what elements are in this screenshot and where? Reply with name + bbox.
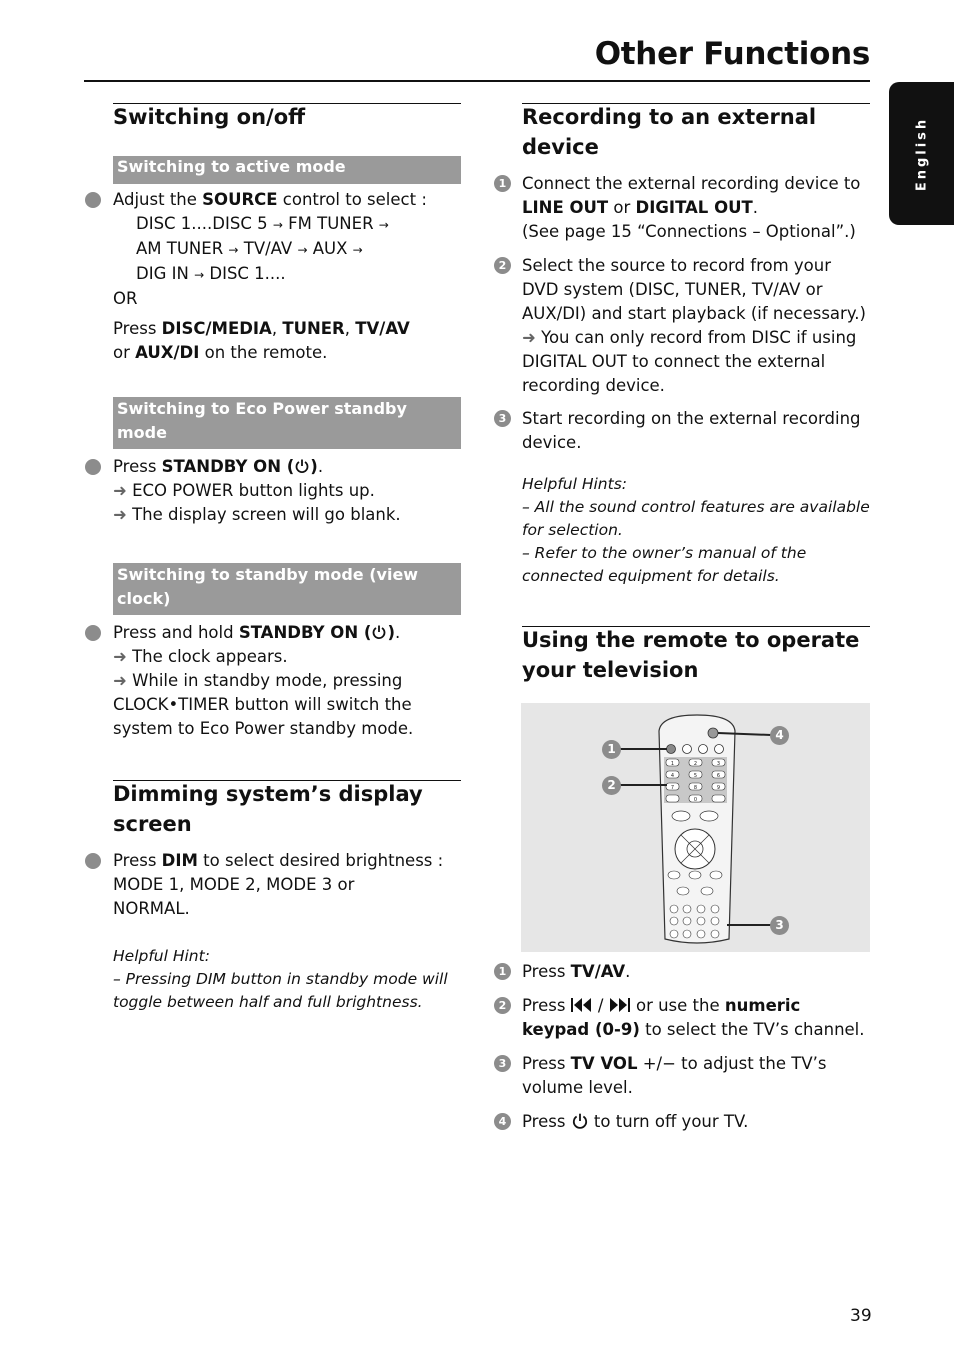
text: Press: [522, 996, 571, 1015]
remote-control-icon: [521, 703, 870, 952]
text: ,: [344, 319, 356, 338]
remote-key-label: 0: [693, 797, 698, 803]
text: DVD system (DISC, TUNER, TV/AV or: [522, 280, 823, 299]
bullet-icon: [85, 459, 101, 475]
text: Adjust the: [113, 190, 203, 209]
eco-mode-text: [113, 455, 463, 527]
text: /: [592, 996, 609, 1015]
step-number-1: 1: [494, 175, 511, 192]
heading-line: Using the remote to operate: [522, 628, 860, 652]
hint-title: Helpful Hints:: [522, 475, 628, 493]
recording-hints: [522, 473, 872, 588]
key-label: STANDBY ON (: [238, 623, 372, 642]
text: Press and hold: [113, 623, 239, 642]
remote-step-1: [522, 960, 872, 984]
result-arrow-icon: ➜: [522, 328, 536, 347]
result-arrow-icon: ➜: [113, 671, 127, 690]
plus-minus-symbol: +/−: [637, 1054, 676, 1073]
switching-heading: Switching on/off: [113, 105, 306, 129]
remote-key-label: 5: [693, 773, 698, 779]
previous-icon: [571, 996, 593, 1015]
dimming-heading: [113, 779, 423, 839]
recording-step-1: [522, 172, 872, 244]
active-mode-bar: Switching to active mode: [113, 156, 461, 184]
recording-step-2: [522, 254, 872, 398]
text: Press: [113, 457, 162, 476]
standby-mode-text: [113, 621, 463, 741]
text: MODE 1, MODE 2, MODE 3 or: [113, 875, 355, 894]
callout-2: 2: [602, 776, 621, 795]
seq-item: AM TUNER: [136, 239, 224, 258]
heading-line: screen: [113, 812, 192, 836]
power-icon: [294, 457, 310, 476]
seq-item: FM TUNER: [288, 214, 374, 233]
step-number-2: 2: [494, 997, 511, 1014]
hint-text: for selection.: [522, 521, 623, 539]
step-number-4: 4: [494, 1113, 511, 1130]
text: volume level.: [522, 1078, 633, 1097]
standby-mode-bar: Switching to standby mode (view clock): [113, 563, 461, 615]
text: or use the: [630, 996, 725, 1015]
text: Start recording on the external recording: [522, 409, 861, 428]
seq-item: DISC 1....DISC 5: [136, 214, 268, 233]
remote-step-3: [522, 1052, 872, 1100]
text: .: [752, 198, 758, 217]
hint-text: – All the sound control features are available: [522, 498, 870, 516]
key-label: keypad (0-9): [522, 1020, 640, 1039]
bullet-icon: [85, 853, 101, 869]
step-number-2: 2: [494, 257, 511, 274]
text: Connect the external recording device to: [522, 174, 861, 193]
text: (See page 15 “Connections – Optional”.): [522, 222, 856, 241]
step-number-1: 1: [494, 963, 511, 980]
text: Press: [522, 1054, 571, 1073]
result-text: While in standby mode, pressing: [132, 671, 403, 690]
seq-item: AUX: [312, 239, 348, 258]
text: DIGITAL OUT to connect the external: [522, 352, 826, 371]
or-text: OR: [113, 289, 138, 308]
callout-3: 3: [770, 916, 789, 935]
remote-key-label: 4: [670, 773, 675, 779]
remote-illustration: [521, 703, 870, 952]
power-icon: [371, 623, 387, 642]
seq-item: DISC 1....: [209, 264, 286, 283]
remote-heading: [522, 625, 859, 685]
remote-key-label: 9: [716, 785, 721, 791]
text: to turn off your TV.: [588, 1112, 749, 1131]
remote-step-2: [522, 994, 872, 1042]
next-icon: [609, 996, 631, 1015]
result-text: You can only record from DISC if using: [541, 328, 857, 347]
bullet-icon: [85, 625, 101, 641]
heading-line: your television: [522, 658, 699, 682]
callout-4: 4: [770, 726, 789, 745]
text: .: [625, 962, 631, 981]
result-text: ECO POWER button lights up.: [132, 481, 375, 500]
text: control to select :: [277, 190, 427, 209]
result-text: system to Eco Power standby mode.: [113, 719, 414, 738]
remote-key-label: 7: [670, 785, 675, 791]
text: recording device.: [522, 376, 665, 395]
hint-text: – Pressing DIM button in standby mode will: [113, 970, 448, 988]
text: Press: [113, 851, 162, 870]
recording-step-3: [522, 407, 872, 455]
text: to select desired brightness :: [197, 851, 444, 870]
text: or: [608, 198, 636, 217]
page-number: 39: [850, 1306, 872, 1326]
key-label: STANDBY ON (: [161, 457, 295, 476]
heading-line: Recording to an external: [522, 105, 817, 129]
arrow-right-icon: →: [297, 243, 308, 257]
eco-mode-bar: Switching to Eco Power standby mode: [113, 397, 461, 449]
heading-line: device: [522, 135, 599, 159]
recording-heading: [522, 102, 816, 162]
hint-text: connected equipment for details.: [522, 567, 780, 585]
seq-item: DIG IN: [136, 264, 189, 283]
active-mode-text: [113, 188, 463, 365]
bullet-icon: [85, 192, 101, 208]
text: to select the TV’s channel.: [639, 1020, 865, 1039]
remote-step-4: [522, 1110, 872, 1134]
remote-key-label: 3: [716, 761, 721, 767]
result-arrow-icon: ➜: [113, 647, 127, 666]
text: or: [113, 343, 136, 362]
arrow-right-icon: →: [228, 243, 239, 257]
key-label: TV VOL: [570, 1054, 638, 1073]
remote-key-label: 8: [693, 785, 698, 791]
dimming-hint: [113, 945, 463, 1014]
key-label: ): [310, 457, 318, 476]
arrow-right-icon: →: [352, 243, 363, 257]
key-label: DISC/MEDIA: [161, 319, 272, 338]
text: .: [317, 457, 324, 476]
text: on the remote.: [199, 343, 328, 362]
text: AUX/DI) and start playback (if necessary.): [522, 304, 866, 323]
result-arrow-icon: ➜: [113, 505, 127, 524]
text: NORMAL.: [113, 899, 190, 918]
text: ,: [271, 319, 283, 338]
text: .: [394, 623, 401, 642]
remote-key-label: 1: [670, 761, 675, 767]
arrow-right-icon: →: [272, 218, 283, 232]
text: Press: [113, 319, 162, 338]
text: Press: [522, 1112, 571, 1131]
page-title: Other Functions: [594, 36, 870, 72]
arrow-right-icon: →: [194, 268, 205, 282]
key-label: AUX/DI: [135, 343, 200, 362]
text: device.: [522, 433, 582, 452]
result-text: The clock appears.: [132, 647, 288, 666]
key-label: TV/AV: [355, 319, 410, 338]
result-text: The display screen will go blank.: [132, 505, 401, 524]
seq-item: TV/AV: [243, 239, 293, 258]
callout-1: 1: [602, 740, 621, 759]
text: to adjust the TV’s: [675, 1054, 827, 1073]
step-number-3: 3: [494, 1055, 511, 1072]
result-text: CLOCK•TIMER button will switch the: [113, 695, 412, 714]
heading-line: Dimming system’s display: [113, 782, 423, 806]
power-icon: [571, 1112, 589, 1131]
hint-text: toggle between half and full brightness.: [113, 993, 423, 1011]
text: Select the source to record from your: [522, 256, 832, 275]
key-label: numeric: [724, 996, 801, 1015]
source-label: SOURCE: [202, 190, 278, 209]
title-rule: [84, 80, 870, 82]
key-label: TUNER: [282, 319, 345, 338]
remote-key-label: 2: [693, 761, 698, 767]
key-label: DIGITAL OUT: [635, 198, 753, 217]
key-label: LINE OUT: [522, 198, 609, 217]
key-label: ): [387, 623, 395, 642]
remote-key-label: 6: [716, 773, 721, 779]
hint-title: Helpful Hint:: [113, 947, 210, 965]
text: Press: [522, 962, 571, 981]
key-label: TV/AV: [570, 962, 626, 981]
step-number-3: 3: [494, 410, 511, 427]
hint-text: – Refer to the owner’s manual of the: [522, 544, 807, 562]
language-tab: [889, 82, 954, 225]
arrow-right-icon: →: [378, 218, 389, 232]
key-label: DIM: [161, 851, 198, 870]
dimming-text: [113, 849, 463, 921]
result-arrow-icon: ➜: [113, 481, 127, 500]
language-tab-label: English: [914, 116, 929, 191]
